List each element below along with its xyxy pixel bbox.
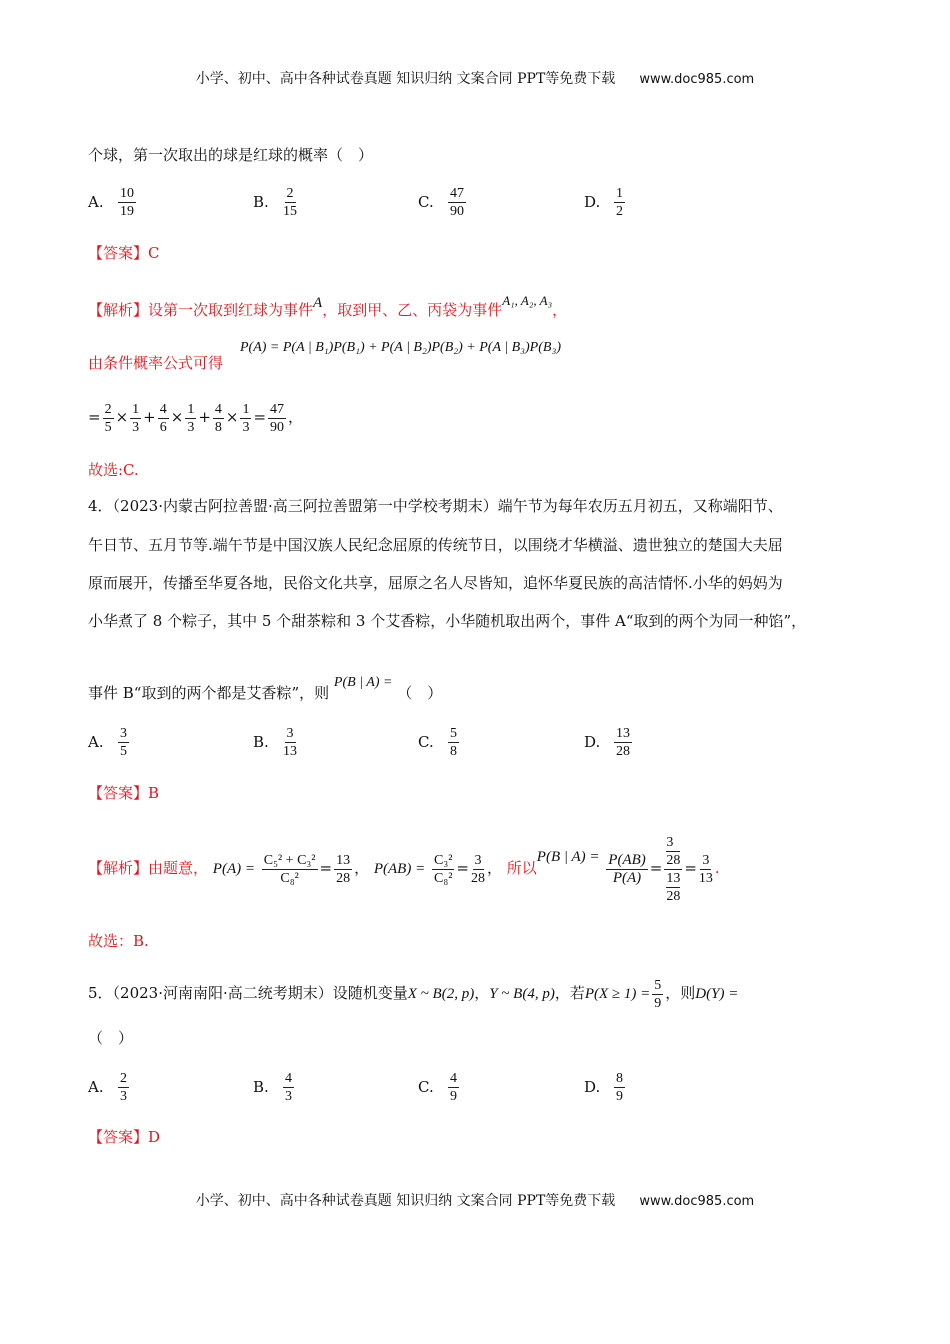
den: 28 [666, 852, 681, 868]
denominator: 8 [450, 744, 457, 759]
fraction [118, 185, 136, 220]
den: P(A) [612, 869, 642, 886]
analysis-text: ，取到甲、乙、丙袋为事件 [322, 301, 503, 319]
numerator: 47 [270, 401, 285, 417]
option-c[interactable] [418, 1070, 461, 1105]
numerator: 4 [159, 401, 167, 417]
numerator: 1 [616, 186, 623, 201]
q5-stem [88, 975, 738, 1012]
fraction [283, 725, 297, 760]
option-d[interactable] [584, 185, 627, 220]
footer-url[interactable]: www.doc985.com [639, 1194, 755, 1209]
option-b[interactable] [253, 1070, 296, 1105]
denominator: 3 [187, 419, 195, 435]
fraction [614, 1070, 625, 1105]
option-label: C. [418, 732, 434, 751]
num: P(AB) [608, 851, 646, 868]
fraction [103, 401, 114, 436]
numerator: 1 [187, 401, 195, 417]
q3-analysis [88, 291, 567, 320]
den: C₈² [434, 870, 453, 886]
pab: P(AB) = [373, 861, 426, 877]
q4-line-1: 4．（2023·内蒙古阿拉善盟·高三阿拉善盟第一中学校考期末）端午节为每年农历五月初五，又称端阳节、 [88, 497, 783, 515]
event-a: A [313, 295, 323, 311]
num: 3 [666, 834, 674, 850]
option-label: C. [418, 192, 434, 211]
denominator: 2 [616, 204, 623, 219]
page-footer [0, 1190, 950, 1210]
page-header [0, 68, 950, 88]
q4-line-2: 午日节、五月节等.端午节是中国汉族人民纪念屈原的传统节日，以围绕才华横溢、遗世独立的楚国大夫屈 [88, 536, 783, 554]
numerator: 2 [120, 1071, 127, 1086]
comma: ， [552, 301, 568, 319]
option-label: B. [253, 1077, 269, 1096]
y-dist: Y ~ B(4, p) [489, 986, 555, 1002]
option-label: C. [418, 1077, 434, 1096]
fraction [614, 185, 625, 220]
denominator: 3 [132, 419, 140, 435]
pa: P(A) = [212, 861, 255, 877]
fraction [268, 401, 286, 436]
denominator: 28 [616, 744, 630, 759]
option-a[interactable] [88, 725, 131, 760]
q3-analysis-2: 由条件概率公式可得 [88, 354, 224, 372]
option-b[interactable] [253, 185, 299, 220]
numerator: 2 [104, 401, 112, 417]
option-c[interactable] [418, 725, 461, 760]
num: C₅² + C₃² [263, 852, 316, 868]
q4-line-5 [88, 673, 442, 703]
option-b[interactable] [253, 725, 299, 760]
q4-line-3: 原而展开，传播至华夏各地，民俗文化共享，屈原之名人尽皆知，追怀华夏民族的高洁情怀.小华的妈妈为 [88, 574, 783, 592]
fraction [240, 401, 251, 436]
option-label: D. [584, 192, 601, 211]
sep: ， [474, 984, 490, 1002]
den: 28 [666, 888, 681, 904]
numerator: 3 [286, 726, 294, 741]
denominator: 3 [285, 1089, 292, 1104]
if-text: ，若 [554, 984, 585, 1002]
option-label: B. [253, 192, 269, 211]
option-label: A. [88, 732, 104, 751]
numerator: 2 [286, 186, 294, 201]
x-dist: X ~ B(2, p) [407, 986, 475, 1002]
px: P(X ≥ 1) = [584, 986, 651, 1002]
fraction [448, 185, 466, 220]
denominator: 8 [214, 419, 222, 435]
numerator: 5 [450, 726, 457, 741]
q4-answer: 【答案】B [88, 784, 160, 802]
q3-calc: = $\frac{2}{5}$ × $\frac{1}{3}$ + $\frac{4}{6}$ × $\frac{1}{3}$ + $\frac{4}{8}$ × $\frac{1}{3}$ = $\frac{47}{90}$ ， [88, 401, 304, 435]
q3-choose: 故选:C. [88, 461, 139, 479]
numerator: 8 [616, 1071, 623, 1086]
option-d[interactable] [584, 725, 634, 760]
fraction [158, 401, 169, 436]
dy: D(Y) = [695, 986, 739, 1002]
q4-text: 事件 B“取到的两个都是艾香粽”，则 [88, 684, 330, 702]
q5-text: 5．（2023·河南南阳·高二统考期末）设随机变量 [88, 984, 408, 1002]
option-label: D. [584, 732, 601, 751]
fraction [118, 725, 129, 760]
fraction [283, 185, 297, 220]
q3-stem: 个球，第一次取出的球是红球的概率（ ） [88, 146, 374, 164]
option-d[interactable] [584, 1070, 627, 1105]
num: 13 [336, 852, 351, 868]
denominator: 5 [120, 744, 127, 759]
q3-answer: 【答案】C [88, 244, 160, 262]
q4-line-4: 小华煮了 8 个粽子，其中 5 个甜茶粽和 3 个艾香粽，小华随机取出两个，事件 A“取到的两个为同一种馅”， [88, 612, 807, 630]
events: A₁, A₂, A₃ [502, 293, 553, 308]
num: 5 [654, 977, 662, 993]
option-label: A. [88, 192, 104, 211]
den: 9 [654, 995, 662, 1011]
fraction [130, 401, 141, 436]
so-text: 所以 [506, 859, 537, 877]
q3-formula: P(A) = P(A | B₁)P(B₁) + P(A | B₂)P(B₂) + P(A | B₃)P(B₃) [240, 340, 561, 355]
fraction [185, 401, 196, 436]
numerator: 13 [616, 726, 630, 741]
denominator: 15 [283, 204, 297, 219]
footer-text: 小学、初中、高中各种试卷真题 知识归纳 文案合同 PPT等免费下载 [195, 1193, 616, 1209]
num: 13 [666, 870, 681, 886]
q4-choose: 故选：B. [88, 932, 149, 950]
num: 3 [702, 852, 710, 868]
numerator: 4 [214, 401, 222, 417]
num: 3 [474, 852, 482, 868]
numerator: 1 [242, 401, 250, 417]
numerator: 10 [120, 186, 134, 201]
den: C₈² [280, 870, 299, 886]
denominator: 6 [159, 419, 167, 435]
option-label: B. [253, 732, 269, 751]
answer-paren: （ ） [397, 684, 443, 702]
denominator: 9 [450, 1089, 457, 1104]
option-a[interactable] [88, 1070, 131, 1105]
analysis-text: 【解析】设第一次取到红球为事件 [88, 301, 314, 319]
fraction [448, 725, 459, 760]
q5-paren: （ ） [88, 1029, 134, 1047]
numerator: 3 [120, 726, 127, 741]
denominator: 19 [120, 204, 134, 219]
then-text: ，则 [665, 984, 696, 1002]
option-c[interactable] [418, 185, 468, 220]
option-label: D. [584, 1077, 601, 1096]
denominator: 3 [242, 419, 250, 435]
q4-ask: P(B | A) = [333, 675, 393, 690]
den: 28 [471, 870, 485, 886]
numerator: 4 [285, 1071, 292, 1086]
fraction [213, 401, 224, 436]
fraction [118, 1070, 129, 1105]
denominator: 90 [270, 419, 285, 435]
den: 28 [336, 870, 351, 886]
denominator: 5 [104, 419, 112, 435]
option-a[interactable] [88, 185, 138, 220]
option-label: A. [88, 1077, 104, 1096]
denominator: 9 [616, 1089, 623, 1104]
fraction [283, 1070, 294, 1105]
numerator: 1 [132, 401, 140, 417]
fraction [448, 1070, 459, 1105]
numerator: 47 [450, 186, 464, 201]
header-text: 小学、初中、高中各种试卷真题 知识归纳 文案合同 PPT等免费下载 [195, 71, 616, 87]
pba: P(B | A) = [536, 849, 600, 865]
header-url[interactable]: www.doc985.com [639, 72, 755, 87]
den: 13 [698, 870, 713, 886]
denominator: 90 [450, 204, 464, 219]
denominator: 13 [283, 744, 297, 759]
q5-answer: 【答案】D [88, 1128, 161, 1146]
analysis-label: 【解析】由题意， [88, 859, 209, 877]
denominator: 3 [120, 1089, 127, 1104]
numerator: 4 [450, 1071, 457, 1086]
num: C₃² [434, 852, 453, 868]
fraction [614, 725, 632, 760]
q4-analysis: 【解析】由题意， P(A) = $\frac{\text{C₅² + C₃²}}{\text{C₈²}}$ = $\frac{13}{28}$ ， P(AB) = $\frac{\text{C₃²}}{\text{C₈²}}$ = $\frac{3}{28}$ ， 所以P(B | A) = $\frac{P(AB)}{P(A)}$ = $\frac{\frac{3}{28}}{\frac{13}{28}}$ = $\frac{3}{13}$ . [88, 834, 720, 904]
